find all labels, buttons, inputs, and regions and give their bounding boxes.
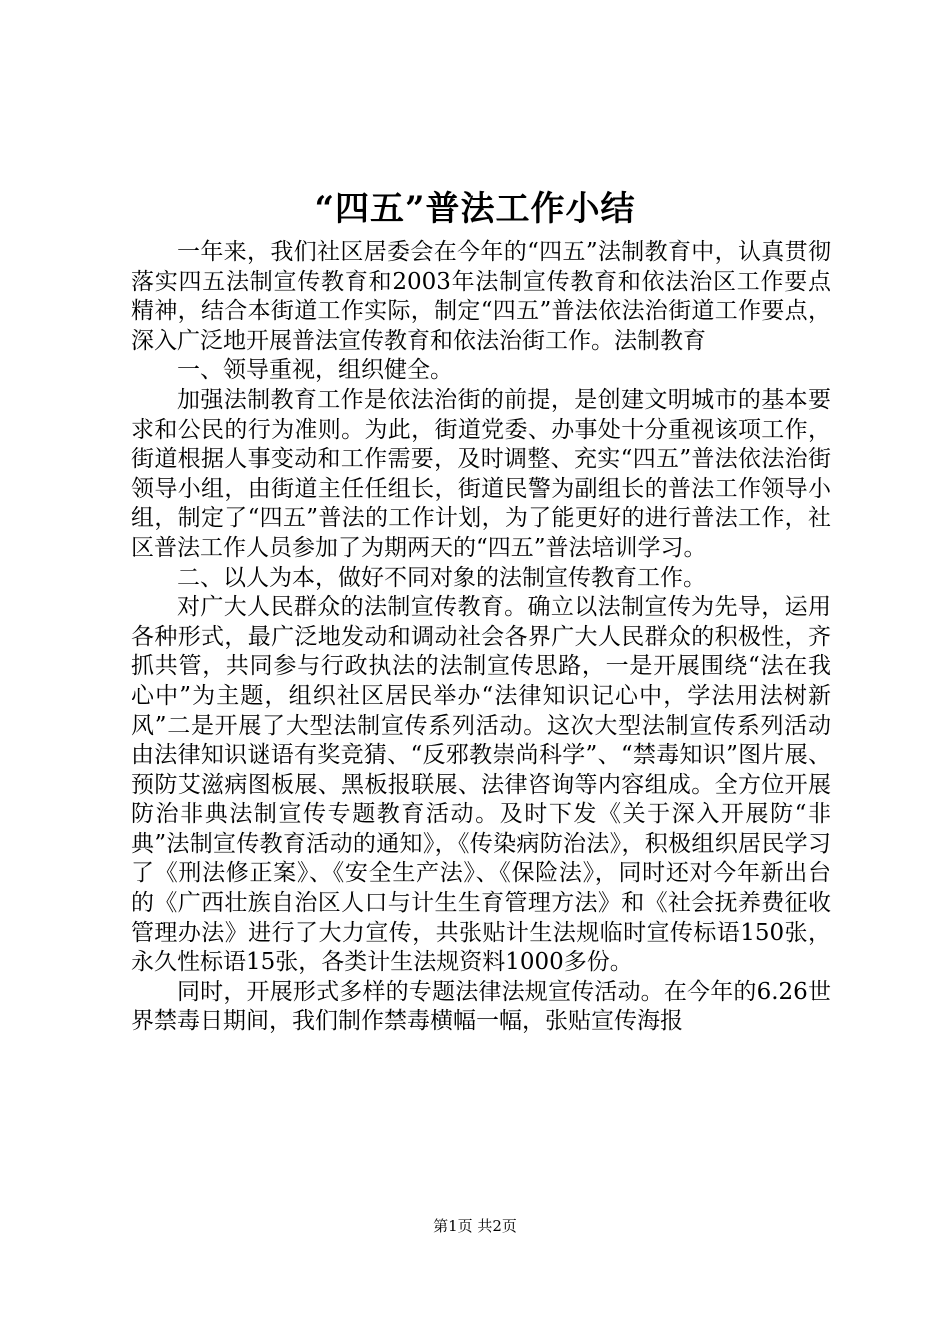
section-2-paragraph: 对广大人民群众的法制宣传教育。确立以法制宣传为先导，运用各种形式，最广泛地发动和调动社会各界广大人民群众的积极性，齐抓共管，共同参与行政执法的法制宣传思路，一是开展围绕“法在我心中”为主题，组织社区居民举办“法律知识记心中，学法用法树新风”二是开展了大型法制宣传系列活动。这次大型法制宣传系列活动由法律知识谜语有奖竞猜、“反邪教崇尚科学”、“禁毒知识”图片展、预防艾滋病图板展、黑板报联展、法律咨询等内容组成。全方位开展防治非典法制宣传专题教育活动。及时下发《关于深入开展防“非典”法制宣传教育活动的通知》，《传染病防治法》，积极组织居民学习了《刑法修正案》、《安全生产法》、《保险法》，同时还对今年新出台的《广西壮族自治区人口与计生生育管理方法》和《社会抚养费征收管理办法》进行了大力宣传，共张贴计生法规临时宣传标语150张，永久性标语15张，各类计生法规资料1000多份。 <box>131 594 831 976</box>
section-2-paragraph-continued: 同时，开展形式多样的专题法律法规宣传活动。在今年的6.26世界禁毒日期间，我们制作禁毒横幅一幅，张贴宣传海报 <box>131 978 831 1035</box>
section-heading-2: 二、以人为本，做好不同对象的法制宣传教育工作。 <box>177 564 706 591</box>
document-title: “四五”普法工作小结 <box>314 189 636 229</box>
intro-paragraph: 一年来，我们社区居委会在今年的“四五”法制教育中，认真贯彻落实四五法制宣传教育和2003年法制宣传教育和依法治区工作要点精神，结合本街道工作实际，制定“四五”普法依法治街道工作要点，深入广泛地开展普法宣传教育和依法治街工作。法制教育 <box>131 239 831 354</box>
page-number-footer: 第1页 共2页 <box>433 1217 517 1235</box>
document-body <box>131 238 831 1037</box>
section-1-paragraph: 加强法制教育工作是依法治街的前提，是创建文明城市的基本要求和公民的行为准则。为此，街道党委、办事处十分重视该项工作，街道根据人事变动和工作需要，及时调整、充实“四五”普法依法治街领导小组，由街道主任任组长，街道民警为副组长的普法工作领导小组，制定了“四五”普法的工作计划，为了能更好的进行普法工作，社区普法工作人员参加了为期两天的“四五”普法培训学习。 <box>131 386 831 561</box>
section-heading-1: 一、领导重视，组织健全。 <box>177 357 453 384</box>
